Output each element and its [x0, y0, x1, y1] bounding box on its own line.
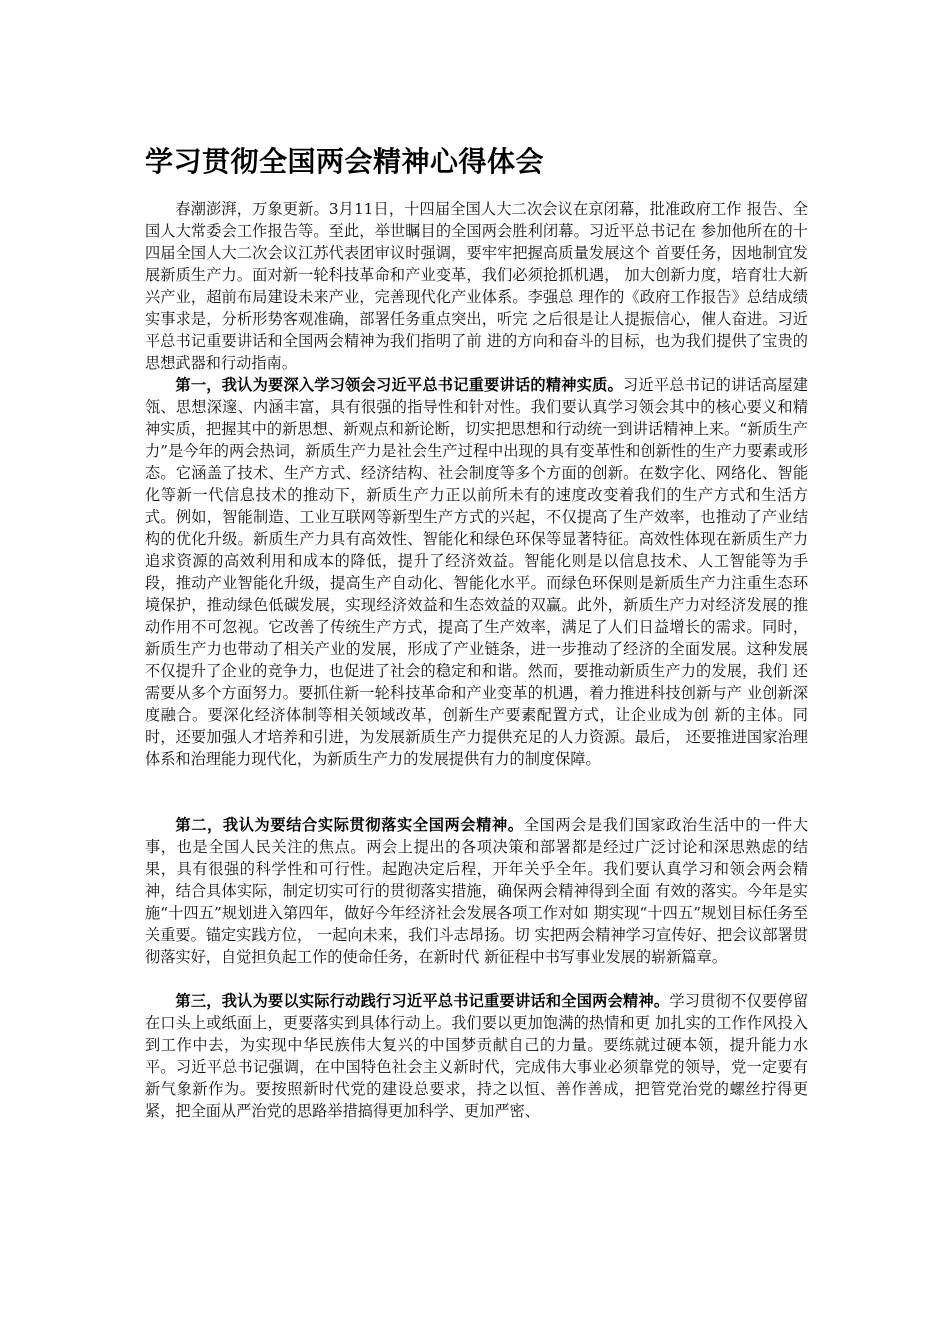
paragraph-first-point [145, 374, 808, 770]
paragraph-text: 学习贯彻不仅要停留在口头上或纸面上，更要落实到具体行动上。我们要以更加饱满的热情和更 加扎实的工作作风投入到工作中去，为实现中华民族伟大复兴的中国梦贡献自己的力量。要练就过硬本领，提升能力水平。习近平总书记强调，在中国特色社会主义新时代，完成伟大事业必须靠党的领导，党一定要有新气象新作为。要按照新时代党的建设总要求，持之以恒、善作善成，把管党治党的螺丝拧得更紧，把全面从严治党的思路举措搞得更加科学、更加严密、 [145, 992, 808, 1120]
paragraph-lead: 第一，我认为要深入学习领会习近平总书记重要讲话的精神实质。 [175, 376, 624, 394]
paragraph-second-point [145, 814, 808, 968]
paragraph-intro [145, 198, 808, 374]
paragraph-third-point [145, 990, 808, 1122]
document-title: 学习贯彻全国两会精神心得体会 [145, 145, 545, 178]
paragraph-lead: 第三，我认为要以实际行动践行习近平总书记重要讲话和全国两会精神。 [175, 992, 670, 1010]
paragraph-text: 全国两会是我们国家政治生活中的一件大事，也是全国人民关注的焦点。两会上提出的各项决策和部署都是经过广泛讨论和深思熟虑的结果，具有很强的科学性和可行性。起跑决定后程，开年关乎全年。我们要认真学习和领会两会精神，结合具体实际，制定切实可行的贯彻落实措施，确保两会精神得到全面 有效的落实。今年是实施“十四五”规划进入第四年，做好今年经济社会发展各项工作对如 期实现“十四五”规划目标任务至关重要。锚定实践方位， 一起向未来，我们斗志昂扬。切 实把两会精神学习宣传好、把会议部署贯彻落实好，自觉担负起工作的使命任务，在新时代 新征程中书写事业发展的崭新篇章。 [145, 816, 809, 966]
paragraph-lead: 第二，我认为要结合实际贯彻落实全国两会精神。 [175, 816, 524, 834]
paragraph-text: 习近平总书记的讲话高屋建瓴、思想深邃、内涵丰富，具有很强的指导性和针对性。我们要认真学习领会其中的核心要义和精神实质，把握其中的新思想、新观点和新论断，切实把思想和行动统一到讲话精神上来。“新质生产力”是今年的两会热词，新质生产力是社会生产过程中出现的具有变革性和创新性的生产力要素或形态。它涵盖了技术、生产方式、经济结构、社会制度等多个方面的创新。在数字化、网络化、智能化等新一代信息技术的推动下，新质生产力正以前所未有的速度改变着我们的生产方式和生活方式。例如，智能制造、工业互联网等新型生产方式的兴起，不仅提高了生产效率，也推动了产业结构的优化升级。新质生产力具有高效性、智能化和绿色环保等显著特征。高效性体现在新质生产力追求资源的高效利用和成本的降低，提升了经济效益。智能化则是以信息技术、人工智能等为手段，推动产业智能化升级，提高生产自动化、智能化水平。而绿色环保则是新质生产力注重生态环境保护，推动绿色低碳发展，实现经济效益和生态效益的双赢。此外，新质生产力对经济发展的推动作用不可忽视。它改善了传统生产方式，提高了生产效率，满足了人们日益增长的需求。同时，新质生产力也带动了相关产业的发展，形成了产业链条，进一步推动了经济的全面发展。这种发展不仅提升了企业的竞争力，也促进了社会的稳定和和谐。然而，要推动新质生产力的发展，我们 还需要从多个方面努力。要抓住新一轮科技革命和产业变革的机遇，着力推进科技创新与产 业创新深度融合。要深化经济体制等相关领域改革，创新生产要素配置方式，让企业成为创 新的主体。同时，还要加强人才培养和引进，为发展新质生产力提供充足的人力资源。最后， 还要推进国家治理体系和治理能力现代化，为新质生产力的发展提供有力的制度保障。 [145, 376, 809, 768]
paragraph-text: 春潮澎湃，万象更新。3月11日，十四届全国人大二次会议在京闭幕，批准政府工作 报告、全国人大常委会工作报告等。至此，举世瞩目的全国两会胜利闭幕。习近平总书记在 参加他所在的十四届全国人大二次会议江苏代表团审议时强调，要牢牢把握高质量发展这个 首要任务，因地制宜发展新质生产力。面对新一轮科技革命和产业变革，我们必须抢抓机遇， 加大创新力度，培育壮大新兴产业，超前布局建设未来产业，完善现代化产业体系。李强总 理作的《政府工作报告》总结成绩实事求是，分析形势客观准确，部署任务重点突出，听完 之后很是让人提振信心，催人奋进。习近平总书记重要讲话和全国两会精神为我们指明了前 进的方向和奋斗的目标，也为我们提供了宝贵的思想武器和行动指南。 [145, 200, 808, 372]
